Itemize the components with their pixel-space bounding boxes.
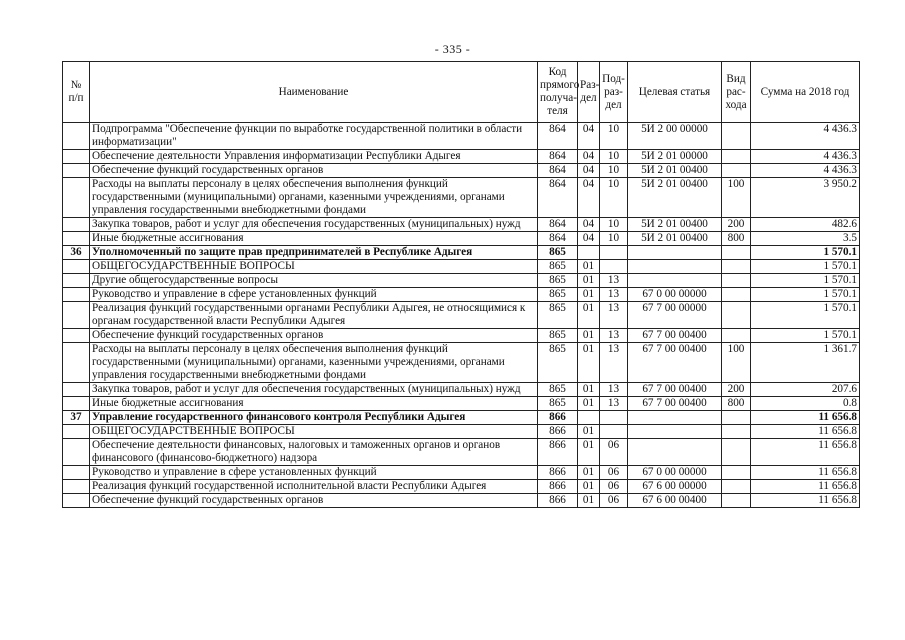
cell-celevaya — [628, 425, 722, 439]
cell-summa: 11 656.8 — [751, 425, 860, 439]
table-row — [63, 288, 860, 302]
cell-summa: 11 656.8 — [751, 411, 860, 425]
cell-celevaya: 67 7 00 00400 — [628, 329, 722, 343]
cell-name: Иные бюджетные ассигнования — [90, 397, 538, 411]
cell-celevaya: 5И 2 01 00400 — [628, 232, 722, 246]
cell-razdel: 01 — [578, 274, 600, 288]
budget-table — [62, 61, 860, 508]
cell-code: 864 — [538, 232, 578, 246]
cell-celevaya: 5И 2 01 00000 — [628, 150, 722, 164]
cell-vid — [722, 274, 751, 288]
cell-razdel: 01 — [578, 466, 600, 480]
cell-summa: 1 570.1 — [751, 260, 860, 274]
cell-podrazdel: 10 — [600, 218, 628, 232]
cell-num — [63, 397, 90, 411]
cell-razdel: 01 — [578, 260, 600, 274]
cell-razdel: 01 — [578, 494, 600, 508]
cell-name: Расходы на выплаты персоналу в целях обеспечения выполнения функций государственными (муниципальными) органами, казенными учреждениями, органами управления государственными внебюджетными фондами — [90, 343, 538, 383]
cell-podrazdel: 10 — [600, 232, 628, 246]
cell-celevaya: 5И 2 01 00400 — [628, 218, 722, 232]
table-body — [63, 123, 860, 508]
cell-name: Другие общегосударственные вопросы — [90, 274, 538, 288]
cell-summa: 11 656.8 — [751, 466, 860, 480]
cell-podrazdel: 13 — [600, 397, 628, 411]
cell-name: Обеспечение функций государственных органов — [90, 329, 538, 343]
cell-vid — [722, 466, 751, 480]
cell-celevaya — [628, 274, 722, 288]
cell-summa: 3 950.2 — [751, 178, 860, 218]
cell-num — [63, 466, 90, 480]
cell-code: 865 — [538, 343, 578, 383]
cell-podrazdel — [600, 411, 628, 425]
table-row — [63, 150, 860, 164]
cell-code: 865 — [538, 397, 578, 411]
cell-vid — [722, 439, 751, 466]
cell-code: 865 — [538, 288, 578, 302]
cell-name: Расходы на выплаты персоналу в целях обеспечения выполнения функций государственными (муниципальными) органами, казенными учреждениями, органами управления государственными внебюджетными фондами — [90, 178, 538, 218]
cell-celevaya: 67 0 00 00000 — [628, 466, 722, 480]
cell-summa: 1 570.1 — [751, 302, 860, 329]
cell-vid: 200 — [722, 383, 751, 397]
cell-code: 865 — [538, 329, 578, 343]
cell-code: 865 — [538, 274, 578, 288]
cell-celevaya: 5И 2 01 00400 — [628, 164, 722, 178]
cell-code: 866 — [538, 439, 578, 466]
cell-summa: 11 656.8 — [751, 480, 860, 494]
cell-num — [63, 150, 90, 164]
cell-celevaya: 5И 2 01 00400 — [628, 178, 722, 218]
cell-code: 864 — [538, 164, 578, 178]
cell-vid — [722, 329, 751, 343]
cell-vid — [722, 246, 751, 260]
cell-razdel — [578, 246, 600, 260]
cell-vid: 100 — [722, 178, 751, 218]
cell-celevaya: 67 6 00 00400 — [628, 494, 722, 508]
cell-num: 37 — [63, 411, 90, 425]
cell-summa: 4 436.3 — [751, 150, 860, 164]
cell-celevaya: 67 7 00 00400 — [628, 397, 722, 411]
cell-vid — [722, 494, 751, 508]
cell-summa: 0.8 — [751, 397, 860, 411]
cell-razdel: 04 — [578, 232, 600, 246]
cell-summa: 1 570.1 — [751, 246, 860, 260]
cell-num: 36 — [63, 246, 90, 260]
table-row — [63, 218, 860, 232]
cell-num — [63, 343, 90, 383]
table-row — [63, 343, 860, 383]
table-row — [63, 329, 860, 343]
table-row — [63, 480, 860, 494]
cell-vid — [722, 302, 751, 329]
cell-code: 865 — [538, 302, 578, 329]
cell-code: 864 — [538, 123, 578, 150]
header-code: Код прямого получа-теля — [538, 62, 578, 123]
cell-vid — [722, 288, 751, 302]
cell-vid — [722, 480, 751, 494]
table-row — [63, 425, 860, 439]
cell-podrazdel: 10 — [600, 123, 628, 150]
cell-razdel: 04 — [578, 164, 600, 178]
cell-podrazdel — [600, 260, 628, 274]
cell-name: Закупка товаров, работ и услуг для обеспечения государственных (муниципальных) нужд — [90, 383, 538, 397]
cell-vid — [722, 425, 751, 439]
header-vid: Вид рас-хода — [722, 62, 751, 123]
cell-celevaya — [628, 260, 722, 274]
table-row — [63, 274, 860, 288]
cell-razdel: 04 — [578, 178, 600, 218]
cell-razdel: 01 — [578, 397, 600, 411]
cell-name: Обеспечение функций государственных органов — [90, 494, 538, 508]
cell-name: Иные бюджетные ассигнования — [90, 232, 538, 246]
table-row — [63, 466, 860, 480]
cell-name: Руководство и управление в сфере установленных функций — [90, 466, 538, 480]
cell-name: Обеспечение функций государственных органов — [90, 164, 538, 178]
table-row — [63, 383, 860, 397]
cell-razdel: 04 — [578, 123, 600, 150]
cell-num — [63, 480, 90, 494]
cell-name: Руководство и управление в сфере установленных функций — [90, 288, 538, 302]
cell-name: Уполномоченный по защите прав предпринимателей в Республике Адыгея — [90, 246, 538, 260]
cell-name: ОБЩЕГОСУДАРСТВЕННЫЕ ВОПРОСЫ — [90, 260, 538, 274]
cell-num — [63, 164, 90, 178]
cell-num — [63, 288, 90, 302]
cell-num — [63, 274, 90, 288]
cell-summa: 207.6 — [751, 383, 860, 397]
cell-summa: 1 570.1 — [751, 329, 860, 343]
table-row — [63, 178, 860, 218]
cell-razdel: 01 — [578, 343, 600, 383]
cell-podrazdel: 10 — [600, 178, 628, 218]
cell-num — [63, 494, 90, 508]
cell-name: Реализация функций государственной исполнительной власти Республики Адыгея — [90, 480, 538, 494]
cell-razdel: 01 — [578, 329, 600, 343]
cell-celevaya: 67 6 00 00000 — [628, 480, 722, 494]
cell-celevaya — [628, 411, 722, 425]
cell-vid: 800 — [722, 232, 751, 246]
cell-vid: 800 — [722, 397, 751, 411]
cell-podrazdel: 06 — [600, 439, 628, 466]
cell-code: 864 — [538, 150, 578, 164]
cell-vid — [722, 150, 751, 164]
cell-podrazdel: 10 — [600, 150, 628, 164]
cell-summa: 1 570.1 — [751, 288, 860, 302]
cell-summa: 1 570.1 — [751, 274, 860, 288]
cell-summa: 3.5 — [751, 232, 860, 246]
cell-razdel: 04 — [578, 150, 600, 164]
cell-num — [63, 232, 90, 246]
cell-name: Обеспечение деятельности финансовых, налоговых и таможенных органов и органов финансового (финансово-бюджетного) надзора — [90, 439, 538, 466]
cell-vid: 100 — [722, 343, 751, 383]
header-num: № п/п — [63, 62, 90, 123]
cell-name: Закупка товаров, работ и услуг для обеспечения государственных (муниципальных) нужд — [90, 218, 538, 232]
table-row — [63, 246, 860, 260]
cell-vid — [722, 123, 751, 150]
cell-num — [63, 302, 90, 329]
cell-podrazdel: 13 — [600, 302, 628, 329]
cell-num — [63, 425, 90, 439]
cell-code: 866 — [538, 411, 578, 425]
cell-razdel: 01 — [578, 302, 600, 329]
cell-code: 866 — [538, 494, 578, 508]
cell-podrazdel: 13 — [600, 329, 628, 343]
header-razdel: Раз-дел — [578, 62, 600, 123]
cell-summa: 11 656.8 — [751, 439, 860, 466]
cell-num — [63, 123, 90, 150]
cell-name: Управление государственного финансового контроля Республики Адыгея — [90, 411, 538, 425]
cell-vid: 200 — [722, 218, 751, 232]
cell-name: Подпрограмма "Обеспечение функции по выработке государственной политики в области информатизации" — [90, 123, 538, 150]
cell-razdel: 01 — [578, 425, 600, 439]
cell-code: 866 — [538, 480, 578, 494]
cell-podrazdel — [600, 425, 628, 439]
cell-vid — [722, 164, 751, 178]
cell-celevaya: 67 7 00 00000 — [628, 302, 722, 329]
header-celevaya: Целевая статья — [628, 62, 722, 123]
cell-name: ОБЩЕГОСУДАРСТВЕННЫЕ ВОПРОСЫ — [90, 425, 538, 439]
cell-celevaya: 67 7 00 00400 — [628, 343, 722, 383]
cell-podrazdel: 06 — [600, 480, 628, 494]
cell-num — [63, 260, 90, 274]
table-row — [63, 411, 860, 425]
cell-razdel — [578, 411, 600, 425]
cell-summa: 4 436.3 — [751, 123, 860, 150]
cell-podrazdel: 06 — [600, 466, 628, 480]
cell-razdel: 04 — [578, 218, 600, 232]
cell-podrazdel: 13 — [600, 343, 628, 383]
cell-razdel: 01 — [578, 480, 600, 494]
cell-razdel: 01 — [578, 288, 600, 302]
cell-celevaya — [628, 246, 722, 260]
table-row — [63, 164, 860, 178]
cell-razdel: 01 — [578, 439, 600, 466]
cell-podrazdel: 10 — [600, 164, 628, 178]
cell-podrazdel: 13 — [600, 274, 628, 288]
cell-code: 864 — [538, 178, 578, 218]
cell-code: 866 — [538, 425, 578, 439]
cell-celevaya — [628, 439, 722, 466]
table-row — [63, 397, 860, 411]
cell-num — [63, 178, 90, 218]
cell-vid — [722, 411, 751, 425]
cell-num — [63, 383, 90, 397]
cell-num — [63, 329, 90, 343]
cell-razdel: 01 — [578, 383, 600, 397]
cell-vid — [722, 260, 751, 274]
cell-podrazdel — [600, 246, 628, 260]
cell-celevaya: 5И 2 00 00000 — [628, 123, 722, 150]
cell-name: Реализация функций государственными органами Республики Адыгея, не относящимися к органам государственной власти Республики Адыгея — [90, 302, 538, 329]
cell-summa: 482.6 — [751, 218, 860, 232]
cell-code: 864 — [538, 218, 578, 232]
table-row — [63, 260, 860, 274]
table-row — [63, 439, 860, 466]
header-podrazdel: Под-раз-дел — [600, 62, 628, 123]
cell-celevaya: 67 0 00 00000 — [628, 288, 722, 302]
header-summa: Сумма на 2018 год — [751, 62, 860, 123]
cell-summa: 11 656.8 — [751, 494, 860, 508]
cell-summa: 4 436.3 — [751, 164, 860, 178]
table-row — [63, 123, 860, 150]
cell-code: 865 — [538, 246, 578, 260]
cell-summa: 1 361.7 — [751, 343, 860, 383]
table-row — [63, 302, 860, 329]
table-row — [63, 494, 860, 508]
cell-podrazdel: 13 — [600, 383, 628, 397]
cell-num — [63, 218, 90, 232]
cell-podrazdel: 13 — [600, 288, 628, 302]
cell-name: Обеспечение деятельности Управления информатизации Республики Адыгея — [90, 150, 538, 164]
cell-num — [63, 439, 90, 466]
cell-code: 865 — [538, 383, 578, 397]
cell-code: 866 — [538, 466, 578, 480]
table-header — [63, 62, 860, 123]
cell-celevaya: 67 7 00 00400 — [628, 383, 722, 397]
cell-code: 865 — [538, 260, 578, 274]
cell-podrazdel: 06 — [600, 494, 628, 508]
table-row — [63, 232, 860, 246]
page-number: - 335 - — [434, 42, 471, 56]
header-name: Наименование — [90, 62, 538, 123]
